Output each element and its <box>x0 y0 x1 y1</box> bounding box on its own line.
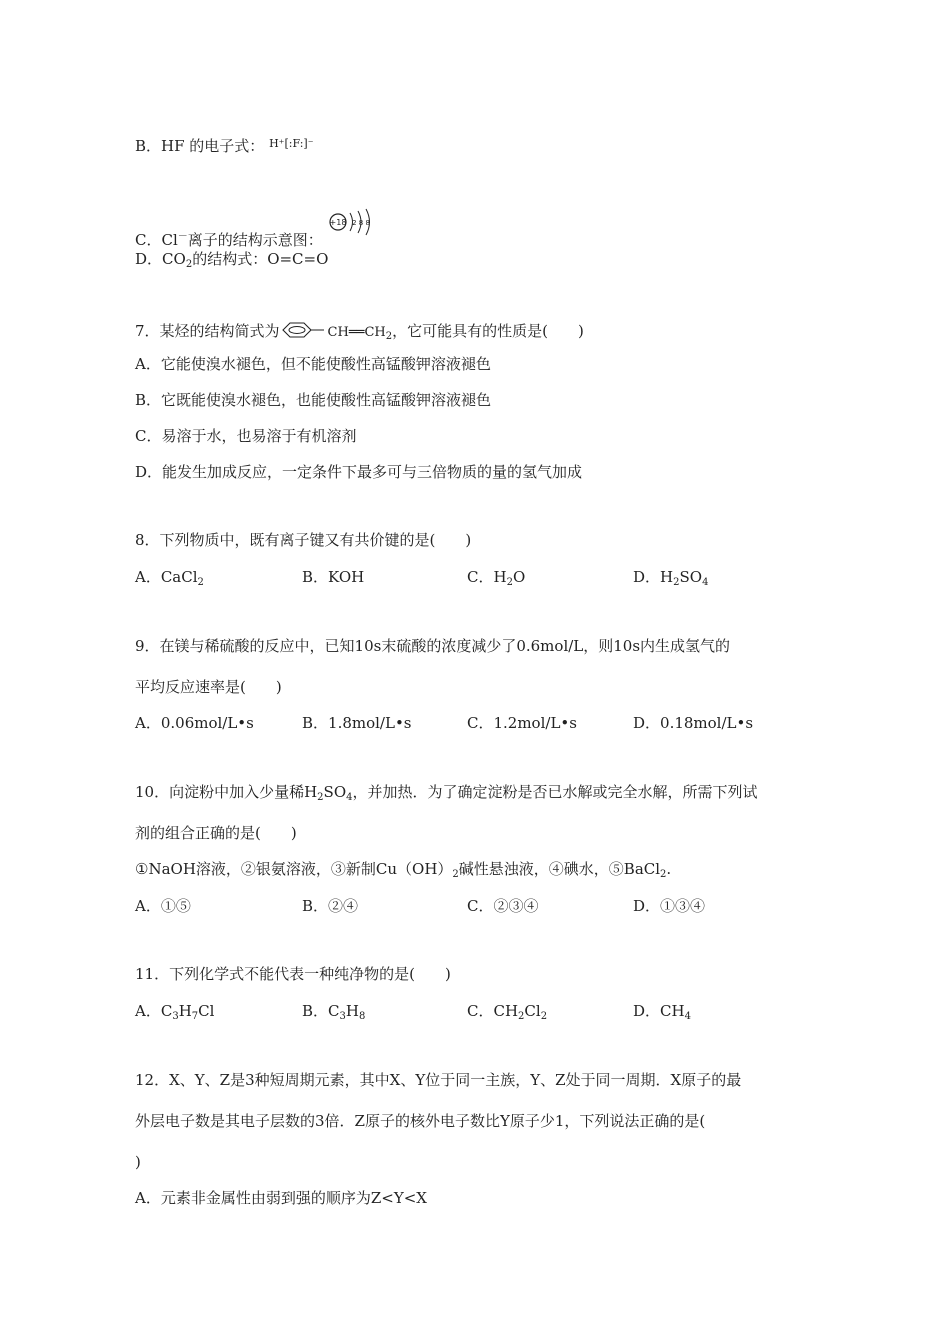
q11-option-a: A．$C_3H_7Cl$ <box>135 1002 215 1022</box>
q7-option-b: B．它既能使溴水褪色，也能使酸性高锰酸钾溶液褪色 <box>135 391 492 409</box>
q8-stem: 8．下列物质中，既有离子键又有共价键的是( ) <box>135 531 472 549</box>
q8-option-b: B．KOH <box>302 568 365 586</box>
q9-option-d: D．0.18mol/L•s <box>633 714 754 732</box>
q10-option-b: B．②④ <box>302 897 359 915</box>
q11-option-c: C．$CH_2Cl_2$ <box>467 1002 548 1022</box>
cl-nucleus-label: +18 <box>329 218 347 227</box>
q10-option-a: A．①⑤ <box>135 897 191 915</box>
q6-option-d <box>135 249 328 269</box>
q9-option-c: C．1.2mol/L•s <box>467 714 577 732</box>
q7-option-d: D．能发生加成反应，一定条件下最多可与三倍物质的量的氢气加成 <box>135 463 583 481</box>
q10-option-c: C．②③④ <box>467 897 539 915</box>
q7-option-c: C．易溶于水，也易溶于有机溶剂 <box>135 427 357 445</box>
styrene-vinyl-group: $CH══CH_2$ <box>327 325 393 342</box>
q8-option-d: D．$H_2SO_4$ <box>633 568 709 588</box>
q11-stem: 11．下列化学式不能代表一种纯净物的是( ) <box>135 965 451 983</box>
q10-reagents: ①NaOH溶液，②银氨溶液，③新制$Cu(OH)_2$碱性悬浊液，④碘水，⑤BaCl$_2$. <box>135 860 672 880</box>
q11-option-b: B．$C_3H_8$ <box>302 1002 366 1022</box>
q6-option-d-prefix: D．CO <box>135 250 186 268</box>
q9-option-b: B．1.8mol/L•s <box>302 714 412 732</box>
q12-option-a: A．元素非金属性由弱到强的顺序为Z<Y<X <box>135 1189 427 1207</box>
q6-option-b-label: B．HF 的电子式： <box>135 137 265 155</box>
q9-option-a: A．0.06mol/L•s <box>135 714 254 732</box>
hf-electron-formula: H⁺[:F:]⁻ <box>269 137 314 150</box>
q7-stem <box>135 320 584 343</box>
q6-option-d-suffix: 的结构式：O=C=O <box>192 250 329 268</box>
q9-stem-line2: 平均反应速率是( ) <box>135 678 282 696</box>
q6-option-c-charge: － <box>177 231 188 242</box>
q11-option-d: D．$CH_4$ <box>633 1002 691 1022</box>
cl-shell-electrons: 2 8 8 <box>351 219 370 227</box>
q7-stem-suffix: ，它可能具有的性质是( ) <box>392 322 584 340</box>
q12-stem-line3: ) <box>135 1153 141 1171</box>
q6-option-c <box>135 207 376 250</box>
q12-stem-line2: 外层电子数是其电子层数的3倍．Z原子的核外电子数比Y原子少1，下列说法正确的是( <box>135 1112 706 1130</box>
q7-option-a: A．它能使溴水褪色，但不能使酸性高锰酸钾溶液褪色 <box>135 355 491 373</box>
q6-option-c-suffix: 离子的结构示意图： <box>187 231 323 249</box>
q12-stem-line1: 12．X、Y、Z是3种短周期元素，其中X、Y位于同一主族，Y、Z处于同一周期．X原子的最 <box>135 1071 742 1089</box>
cl-ion-structure-diagram <box>328 207 376 237</box>
q8-option-a: A．CaCl$_2$ <box>135 568 204 588</box>
q8-option-c: C．$H_2O$ <box>467 568 526 588</box>
q10-option-d: D．①③④ <box>633 897 706 915</box>
q7-stem-prefix: 7．某烃的结构简式为 <box>135 322 280 340</box>
q6-option-c-prefix: C．Cl <box>135 231 178 249</box>
q10-stem-line1: 10．向淀粉中加入少量稀$H_2SO_4$，并加热．为了确定淀粉是否已水解或完全水解，所需下列试 <box>135 783 758 803</box>
q10-stem-line2: 剂的组合正确的是( ) <box>135 824 297 842</box>
q6-option-b <box>135 134 314 156</box>
q6-option-d-sub: 2 <box>185 259 193 270</box>
q9-stem-line1: 9．在镁与稀硫酸的反应中，已知10s末硫酸的浓度减少了0.6mol/L，则10s内生成氢气的 <box>135 637 731 655</box>
